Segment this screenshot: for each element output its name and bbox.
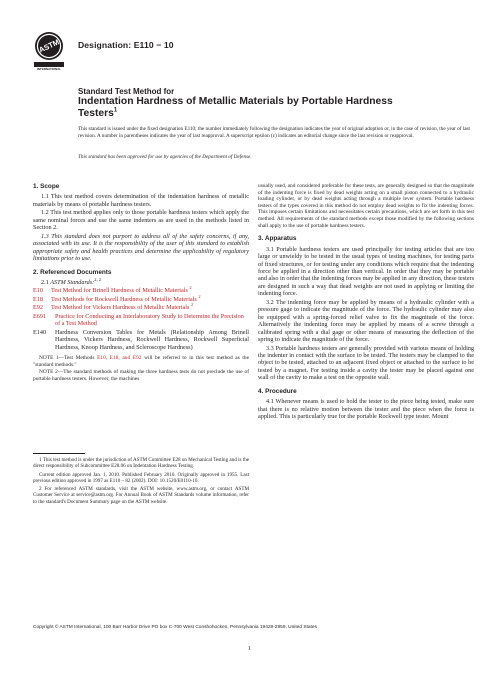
svg-text:ASTM: ASTM <box>37 37 61 55</box>
footnote-1-edition: Current edition approved Jan. 1, 2010. Published February 2010. Originally approved in 1955. Last previous edition approved in 1997 as E110 – 82 (2002). DOI: 10.1520/E0110-10. <box>33 471 249 484</box>
footnote-2: 2 For referenced ASTM standards, visit the ASTM website, www.astm.org, or contact ASTM Customer Service at service@astm.org. For Annual Book of ASTM Standards volume information, refer to the standard's Document Summary page on the ASTM website. <box>33 486 249 505</box>
title-footnote-ref[interactable]: 1 <box>113 107 118 114</box>
astm-logo <box>33 31 65 69</box>
scope-1-1: 1.1 This test method covers determination of the indentation hardness of metallic materials by means of portable hardness testers. <box>33 193 249 208</box>
ref-e691[interactable]: E691 Practice for Conducting an Interlaboratory Study to Determine the Precision of a Test Method <box>33 312 244 328</box>
apparatus-3-2: 3.2 The indenting force may be applied by means of a hydraulic cylinder with a pressure gage to indicate the magnitude of the force. The hydraulic cylinder may also be equipped with a spring-forced relief valve to fix the magnitude of the force. Alternatively the indenting force may be applied by means of a screw through a calibrated spring with a dial gage or other means of measuring the deflection of the spring to indicate the magnitude of the force. <box>258 298 474 344</box>
referenced-heading: 2. Referenced Documents <box>33 268 112 276</box>
copyright: Copyright © ASTM International, 100 Barr Harbor Drive PO box C-700 West Conshohocken, Pennsylvania 19428-2959, United States <box>33 625 317 630</box>
astm-standards-label: 2.1 ASTM Standards:$^{2, 2}$ <box>41 276 101 286</box>
right-column <box>258 183 474 422</box>
title-text: Indentation Hardness of Metallic Materials by Portable Hardness Testers <box>78 96 393 119</box>
procedure-4-1: 4.1 Whenever means is used to hold the tester to the piece being tested, make sure that there is no relative motion between the tester and the piece when the force is applied. This is particularly true for the portable Rockwell type tester. Mount <box>258 398 474 421</box>
scope-heading: 1. Scope <box>33 183 60 190</box>
scope-1-2: 1.2 This test method applies only to those portable hardness testers which apply the same nominal forces and use the same indenters as are used in the methods listed in Section 2. <box>33 209 249 232</box>
footnotes <box>33 457 249 507</box>
apparatus-3-3: 3.3 Portable hardness testers are generally provided with various means of holding the indenter in contact with the surface to be tested. The testers may be clamped to the object to be tested, attached to an adjacent fixed object or attached to the surface to be tested by a magnet. For testing inside a cavity the tester may be placed against one wall of the cavity to make a test on the opposite wall. <box>258 344 474 382</box>
apparatus-3-1: 3.1 Portable hardness testers are used principally for testing articles that are too large or unwieldy to be tested in the usual types of testing machines, for testing parts of fixed structures, or for testing under any conditions which require that the indenting force be applied in a direction other than vertical. In order that they may be portable and also in order that the indenting forces may be applied in any direction, these testers are designed in such a way that dead weights are not used in applying or limiting the indenting force. <box>258 245 474 298</box>
ref-e140[interactable]: E140 Hardness Conversion Tables for Metals (Relationship Among Brinell Hardness, Vickers Hardness, Rockwell Hardness, Rockwell Superficial Hardness, Knoop Hardness, and Scleroscope Hardness) <box>33 328 249 351</box>
document-title <box>78 96 398 119</box>
procedure-heading: 4. Procedure <box>258 387 297 395</box>
designation: Designation: E110 − 10 <box>78 40 174 50</box>
standard-label: Standard Test Method for <box>78 87 175 96</box>
page-number: 1 <box>248 646 251 652</box>
logo-text: INTERNATIONAL <box>36 67 62 71</box>
left-column <box>33 183 249 382</box>
note-2-continued: usually used, and considered preferable for these tests, are generally designed so that the magnitude of the indenting force is fixed by dead weights acting on a small piston connected to a hydraulic loading cylinder, or by dead weights acting through a multiple lever system. Portable hardness testers of the types covered in this method do not employ dead weights to fix the indenting forces. This imposes certain limitations and necessitates certain precautions, which are set forth in this test method. All requirements of the standard methods except those modified by the following sections shall apply to the use of portable hardness testers. <box>258 183 474 229</box>
ref-e92[interactable]: E92 Test Method for Vickers Hardness of Metallic Materials $^2$ <box>33 302 194 312</box>
ref-e10[interactable]: E10 Test Method for Brinell Hardness of Metallic Materials $^2$ <box>33 285 192 295</box>
footnote-1: 1 This test method is under the jurisdiction of ASTM Committee E28 on Mechanical Testing and is the direct responsibility of Subcommittee E28.06 on Indentation Hardness Testing. <box>33 457 249 470</box>
note-1: NOTE 1—Test Methods E10, E18, and E92 will be referred to in this test method as the "standard methods." <box>33 355 249 368</box>
dod-approval: This standard has been approved for use by agencies of the Department of Defense. <box>78 154 252 160</box>
apparatus-heading: 3. Apparatus <box>258 235 297 243</box>
scope-1-3: 1.3 This standard does not purport to address all of the safety concerns, if any, associated with its use. It is the responsibility of the user of this standard to establish appropriate safety and health practices and determine the applicability of regulatory limitations prior to use. <box>33 232 249 263</box>
note-2: NOTE 2—The standard methods of making the three hardness tests do not preclude the use of portable hardness testers. However, the machines <box>33 369 249 382</box>
issuance-statement: This standard is issued under the fixed designation E110; the number immediately following the designation indicates the year of original adoption or, in the case of revision, the year of last revision. A number in parentheses indicates the year of last reapproval. A superscript epsilon (ε) indicates an editorial change since the last revision or reapproval. <box>78 126 470 139</box>
ref-e18[interactable]: E18 Test Methods for Rockwell Hardness of Metallic Materials $^2$ <box>33 293 201 303</box>
footnote-rule <box>33 453 85 454</box>
